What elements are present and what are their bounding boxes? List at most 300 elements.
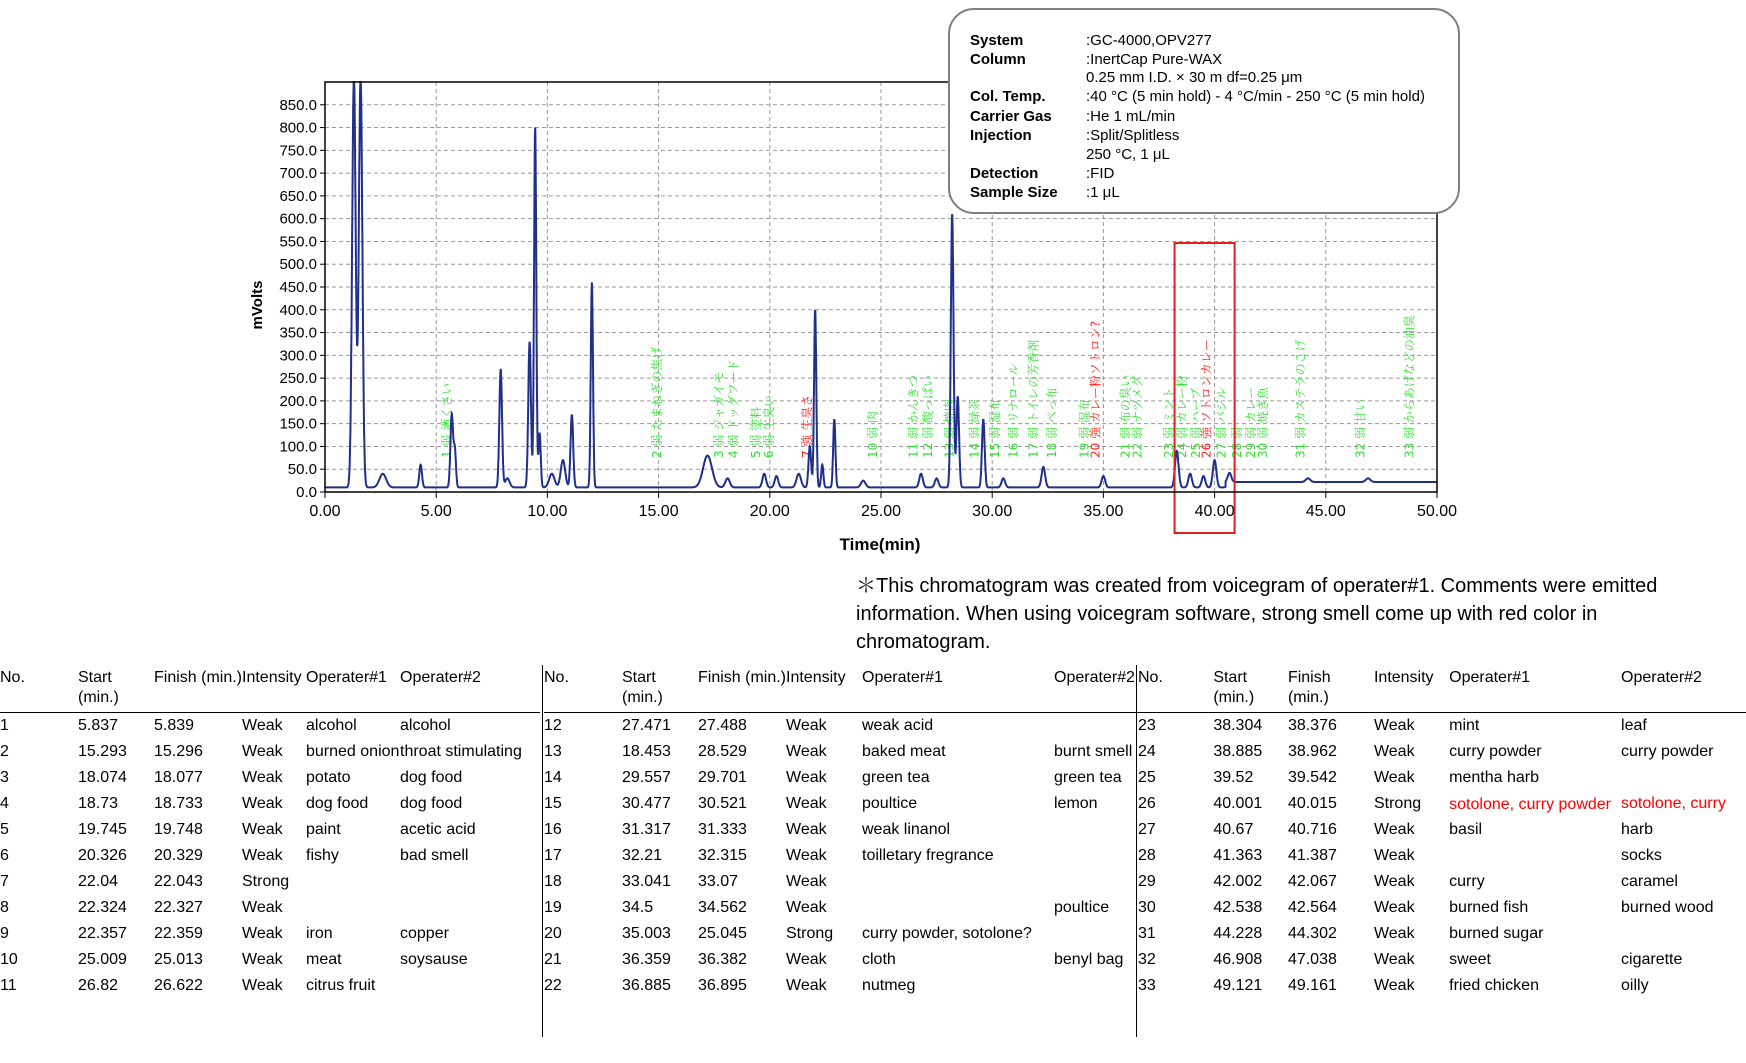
table-row	[0, 713, 540, 740]
table-cell: 8	[0, 899, 9, 916]
table-cell: mentha harb	[1449, 769, 1539, 786]
table-cell: poultice	[1054, 899, 1110, 916]
info-value: :GC-4000,OPV277	[1086, 32, 1212, 49]
table-cell: 18.077	[154, 769, 203, 786]
x-tick-label: 25.00	[860, 503, 902, 520]
table-cell: Weak	[242, 717, 283, 734]
table-cell: 21	[544, 951, 562, 968]
table-cell: 25	[1138, 769, 1156, 786]
peak-annotation: 31 弱 カステラのこげ	[1293, 339, 1308, 458]
table-cell: Weak	[242, 821, 283, 838]
table-row	[0, 869, 540, 895]
table-header: No.	[0, 668, 78, 713]
table-cell: 5	[0, 821, 9, 838]
table-cell: 23	[1138, 717, 1156, 734]
y-axis-label: mVolts	[249, 280, 266, 330]
table-cell: 39.542	[1287, 769, 1337, 786]
table-header: Intensity	[1374, 668, 1449, 713]
table-cell: 15.296	[154, 743, 203, 760]
table-cell: curry powder	[1621, 743, 1714, 760]
table-cell: 22.359	[154, 925, 203, 942]
table-cell: Weak	[242, 847, 283, 864]
table-cell: 7	[0, 873, 9, 890]
table-header: Start (min.)	[1213, 668, 1288, 713]
peak-annotation: 10 弱 肉	[866, 411, 881, 458]
table-row	[544, 739, 1148, 765]
table-cell: 49.121	[1213, 977, 1263, 994]
table-cell: 16	[544, 821, 562, 838]
table-cell: toilletary fregrance	[862, 847, 994, 864]
y-tick-label: 800.0	[279, 119, 317, 137]
table-cell: 42.067	[1287, 873, 1337, 890]
table-divider	[542, 665, 543, 1037]
y-tick-label: 700.0	[279, 165, 317, 183]
table-row	[0, 765, 540, 791]
table-row	[0, 791, 540, 817]
x-axis-ticks	[309, 492, 1457, 520]
table-cell: 15.293	[78, 743, 127, 760]
table-cell: 30.521	[698, 795, 747, 812]
table-divider	[1136, 665, 1137, 1037]
table-cell: 29	[1138, 873, 1156, 890]
table-cell: curry	[1449, 873, 1485, 890]
table-row	[544, 895, 1148, 921]
table-cell: 39.52	[1213, 769, 1254, 786]
table-cell: 26	[1138, 795, 1156, 812]
table-cell: Weak	[242, 769, 283, 786]
table-cell: 35.003	[622, 925, 671, 942]
table-cell: 46.908	[1213, 951, 1263, 968]
table-cell: 28	[1138, 847, 1156, 864]
table-cell: basil	[1449, 821, 1483, 838]
table-cell: 9	[0, 925, 9, 942]
info-value: :Split/Splitless	[1086, 127, 1180, 144]
table-cell: 26.82	[78, 977, 119, 994]
table-cell: curry powder	[1449, 743, 1542, 760]
table-cell: Weak	[786, 717, 827, 734]
table-cell: acetic acid	[400, 821, 476, 838]
peak-annotation: 21 弱 布の臭い	[1118, 375, 1133, 458]
table-cell: Weak	[1373, 925, 1415, 942]
y-tick-label: 400.0	[279, 301, 317, 319]
peak-annotation: 22 弱 ナツメグ	[1130, 375, 1145, 458]
table-cell: 14	[544, 769, 562, 786]
peak-annotation: 19 弱 湿布	[1077, 399, 1092, 458]
table-cell: 36.895	[698, 977, 747, 994]
peak-annotations	[440, 315, 1417, 458]
table-row	[1138, 713, 1746, 740]
table-cell: 18.453	[622, 743, 671, 760]
table-cell	[400, 973, 540, 999]
table-cell: 34.562	[698, 899, 747, 916]
x-tick-label: 0.00	[309, 503, 341, 520]
peak-annotation: 2 弱 たまねぎの焦げ	[650, 346, 665, 458]
table-cell: Weak	[1373, 743, 1415, 760]
y-tick-label: 450.0	[279, 279, 317, 296]
y-tick-label: 50.0	[287, 461, 317, 479]
info-value: :InertCap Pure-WAX	[1086, 51, 1223, 68]
table-cell: 31.333	[698, 821, 747, 838]
table-header: Operater#2	[400, 668, 540, 713]
y-tick-label: 500.0	[279, 256, 317, 274]
table-cell: meat	[306, 951, 342, 968]
peak-annotation: 26 強 ソトロンカレー	[1199, 339, 1214, 458]
table-header: Operater#1	[862, 668, 1054, 713]
y-tick-label: 850.0	[279, 96, 317, 114]
table-cell	[1054, 869, 1148, 895]
table-cell: iron	[306, 925, 333, 942]
table-cell: 20	[544, 925, 562, 942]
table-cell: Weak	[1373, 951, 1415, 968]
table-cell: 18.733	[154, 795, 203, 812]
table-row	[0, 739, 540, 765]
odor-table	[1138, 668, 1746, 999]
table-cell: 22.327	[154, 899, 203, 916]
table-cell: 19.748	[154, 821, 203, 838]
table-cell: 20.329	[154, 847, 203, 864]
table-row	[544, 947, 1148, 973]
table-cell: potato	[306, 769, 351, 786]
table-cell: sotolone, curry powder	[1449, 795, 1611, 813]
info-value: 0.25 mm I.D. × 30 m df=0.25 μm	[1086, 69, 1303, 86]
table-cell: 4	[0, 795, 9, 812]
y-tick-label: 650.0	[279, 187, 317, 205]
table-cell: 29.701	[698, 769, 747, 786]
table-cell: Weak	[786, 899, 827, 916]
peak-annotation: 17 弱 トイレの芳香剤	[1026, 339, 1041, 458]
instrument-conditions-box	[948, 8, 1460, 214]
table-cell	[1054, 973, 1148, 999]
table-header: Finish (min.)	[698, 668, 786, 713]
table-cell: 27.488	[698, 717, 747, 734]
table-cell: 36.359	[622, 951, 671, 968]
table-cell: Strong	[786, 925, 834, 942]
info-key: System	[970, 32, 1024, 49]
table-cell: 22.043	[154, 873, 203, 890]
info-value: :FID	[1086, 165, 1115, 182]
table-cell	[306, 895, 400, 921]
y-tick-label: 150.0	[279, 415, 317, 433]
table-cell: alcohol	[306, 717, 357, 734]
table-cell: 24	[1138, 743, 1156, 760]
peak-annotation: 14 弱 緑茶	[967, 399, 982, 458]
table-cell: cigarette	[1621, 951, 1683, 968]
table-cell: 11	[0, 977, 17, 994]
peak-annotation: 25 弱 ハーブ	[1188, 387, 1203, 458]
peak-annotation: 13 弱 焼肉	[942, 399, 957, 458]
table-cell: weak linanol	[862, 821, 951, 838]
table-header: Operater#1	[1449, 668, 1621, 713]
peak-annotation: 20 強 カレー粉ソトロン?	[1088, 320, 1103, 458]
y-tick-label: 250.0	[279, 370, 317, 388]
table-header: No.	[1138, 668, 1213, 713]
peak-annotation: 28 弱	[1229, 426, 1244, 458]
table-row	[1138, 895, 1746, 921]
table-row	[1138, 739, 1746, 765]
table-cell: 40.001	[1213, 795, 1263, 812]
y-tick-label: 350.0	[279, 324, 317, 342]
table-cell: nutmeg	[862, 977, 916, 994]
table-cell: burned sugar	[1449, 925, 1544, 942]
table-cell: 10	[0, 951, 18, 968]
peak-annotation: 27 弱 バジル	[1214, 387, 1229, 458]
peak-annotation: 12 弱 酸っぱい	[920, 375, 935, 458]
table-cell: Weak	[786, 795, 827, 812]
y-tick-label: 100.0	[279, 438, 317, 456]
table-cell	[306, 869, 400, 895]
table-cell: 1	[0, 717, 9, 734]
peak-annotation: 18 弱 ぺっ布	[1044, 387, 1059, 458]
y-tick-label: 200.0	[279, 392, 317, 410]
table-cell: 42.538	[1213, 899, 1263, 916]
table-cell: 40.716	[1287, 821, 1337, 838]
table-cell: fishy	[306, 847, 339, 864]
x-tick-label: 15.00	[638, 503, 679, 520]
table-cell: curry powder, sotolone?	[862, 925, 1032, 942]
table-row	[0, 973, 540, 999]
table-cell: 30	[1138, 899, 1156, 916]
y-tick-label: 550.0	[279, 233, 317, 251]
table-cell: 19	[544, 899, 562, 916]
chromatogram-note: ＊This chromatogram was created from voicegram of operater#1. Comments were emitted information. When using voicegram software, strong smell come up with red color in chromatogram.	[856, 575, 1658, 653]
table-cell: Weak	[242, 977, 283, 994]
table-row	[1138, 765, 1746, 791]
peak-annotation: 5 弱 塗料	[749, 406, 764, 458]
table-cell: 25.045	[698, 925, 747, 942]
table-row	[0, 843, 540, 869]
table-cell: 18.73	[78, 795, 119, 812]
table-cell: 6	[0, 847, 9, 864]
table-cell: 42.564	[1287, 899, 1337, 916]
table-cell: dog food	[400, 769, 463, 786]
table-cell	[1054, 843, 1148, 869]
table-row	[1138, 791, 1746, 817]
table-cell: 2	[0, 743, 9, 760]
info-value: 250 °C, 1 μL	[1086, 146, 1170, 163]
table-cell: 20.326	[78, 847, 127, 864]
table-cell: throat stimulating	[400, 743, 522, 760]
table-cell: 32.315	[698, 847, 747, 864]
table-cell: Weak	[242, 899, 283, 916]
info-key: Column	[970, 51, 1026, 68]
table-cell: Weak	[242, 743, 283, 760]
table-header: Operater#2	[1621, 668, 1746, 713]
table-cell: Weak	[786, 951, 827, 968]
x-tick-label: 20.00	[749, 503, 790, 520]
table-cell	[1621, 765, 1746, 791]
table-cell: 22.357	[78, 925, 127, 942]
table-cell: burned wood	[1621, 899, 1714, 916]
table-cell: baked meat	[862, 743, 946, 760]
table-row	[0, 947, 540, 973]
table-header: Operater#2	[1054, 668, 1148, 713]
peak-annotation: 11 弱 かんきつ	[906, 375, 921, 458]
table-cell: sotolone, curry	[1621, 795, 1726, 812]
table-cell: weak acid	[862, 717, 934, 734]
table-cell: 33.041	[622, 873, 671, 890]
table-header: Start (min.)	[622, 668, 698, 713]
table-cell: citrus fruit	[306, 977, 376, 994]
peak-annotation: 23 弱 ミント	[1161, 387, 1176, 458]
table-cell: 33.07	[698, 873, 739, 890]
peak-annotation: 6 弱 生臭い	[762, 394, 777, 458]
table-cell: 42.002	[1213, 873, 1263, 890]
odor-table	[0, 668, 540, 999]
table-cell: oilly	[1621, 977, 1649, 994]
info-key: Sample Size	[970, 184, 1058, 201]
table-cell: Weak	[1373, 769, 1415, 786]
table-cell: 30.477	[622, 795, 671, 812]
table-header: Intensity	[786, 668, 862, 713]
table-cell: harb	[1621, 821, 1654, 838]
x-tick-label: 35.00	[1083, 503, 1124, 520]
table-cell: copper	[400, 925, 449, 942]
table-cell: Weak	[786, 847, 827, 864]
table-cell: 22.324	[78, 899, 127, 916]
table-cell: 36.382	[698, 951, 747, 968]
table-cell: 27	[1138, 821, 1156, 838]
table-cell: 32.21	[622, 847, 663, 864]
table-cell: Weak	[1373, 717, 1415, 734]
info-key: Detection	[970, 165, 1039, 182]
table-cell: Weak	[1373, 873, 1415, 890]
x-tick-label: 45.00	[1305, 503, 1346, 520]
table-cell: leaf	[1621, 717, 1647, 734]
table-cell: mint	[1449, 717, 1480, 734]
table-cell: Strong	[1373, 795, 1422, 812]
table-cell: 32	[1138, 951, 1156, 968]
table-cell: 17	[544, 847, 562, 864]
table-cell: 13	[544, 743, 562, 760]
table-cell: 27.471	[622, 717, 671, 734]
y-tick-label: 600.0	[279, 210, 317, 228]
table-row	[0, 817, 540, 843]
table-cell: 31	[1138, 925, 1156, 942]
table-cell: 3	[0, 769, 9, 786]
table-row	[544, 869, 1148, 895]
table-cell: 41.387	[1287, 847, 1337, 864]
table-cell: 22	[544, 977, 562, 994]
table-row	[1138, 817, 1746, 843]
table-cell: Weak	[242, 795, 283, 812]
table-cell: 49.161	[1287, 977, 1337, 994]
table-cell: Weak	[1373, 899, 1415, 916]
x-tick-label: 50.00	[1416, 503, 1458, 520]
table-cell: 19.745	[78, 821, 127, 838]
table-cell: 28.529	[698, 743, 747, 760]
table-cell: 22.04	[78, 873, 119, 890]
peak-annotation: 30 弱 焼き魚	[1256, 387, 1271, 458]
peak-annotation: 29 弱 カレー	[1244, 387, 1259, 458]
table-cell: 44.302	[1287, 925, 1337, 942]
y-tick-label: 300.0	[279, 347, 317, 365]
table-cell: Weak	[786, 769, 827, 786]
table-cell: 29.557	[622, 769, 671, 786]
peak-annotation: 32 弱 甘い	[1353, 399, 1368, 458]
table-cell: paint	[306, 821, 341, 838]
table-row	[1138, 843, 1746, 869]
table-cell	[1054, 921, 1148, 947]
table-cell	[1054, 713, 1148, 740]
table-cell: 12	[544, 717, 562, 734]
table-cell: 5.839	[154, 717, 195, 734]
table-cell: burned fish	[1449, 899, 1529, 916]
peak-annotation: 16 弱 リナロール	[1006, 363, 1021, 458]
table-cell: 34.5	[622, 899, 654, 916]
table-cell	[1449, 843, 1621, 869]
table-cell: Weak	[786, 821, 827, 838]
table-cell: 15	[544, 795, 562, 812]
table-cell: poultice	[862, 795, 918, 812]
table-cell: 26.622	[154, 977, 203, 994]
table-header: No.	[544, 668, 622, 713]
table-cell: Weak	[786, 873, 827, 890]
y-tick-label: 750.0	[279, 142, 317, 160]
table-row	[544, 765, 1148, 791]
table-cell: 47.038	[1287, 951, 1337, 968]
info-value: :40 °C (5 min hold) - 4 °C/min - 250 °C (5 min hold)	[1086, 88, 1425, 105]
table-row	[544, 817, 1148, 843]
table-row	[0, 895, 540, 921]
table-row	[544, 843, 1148, 869]
peak-annotation: 4 弱 ドッグフード	[726, 359, 741, 458]
peak-annotation: 24 弱 カレー粉	[1174, 375, 1189, 458]
table-cell: burnt smell	[1054, 743, 1133, 760]
table-row	[544, 973, 1148, 999]
table-cell: Weak	[786, 743, 827, 760]
table-cell: green tea	[1054, 769, 1122, 786]
odor-table	[544, 668, 1148, 999]
table-cell: 5.837	[78, 717, 119, 734]
table-row	[0, 921, 540, 947]
x-axis-label: Time(min)	[839, 535, 921, 554]
table-row	[1138, 921, 1746, 947]
table-cell: Weak	[242, 951, 283, 968]
table-header: Operater#1	[306, 668, 400, 713]
table-cell	[1621, 921, 1746, 947]
table-cell: 36.885	[622, 977, 671, 994]
table-row	[1138, 973, 1746, 999]
info-key: Injection	[970, 127, 1032, 144]
table-cell	[400, 869, 540, 895]
table-header: Finish (min.)	[1288, 668, 1374, 713]
peak-annotation: 7 強 生臭さ	[800, 394, 815, 458]
table-cell: 38.376	[1287, 717, 1337, 734]
table-header: Start (min.)	[78, 668, 154, 713]
table-cell: burned onion	[306, 743, 400, 760]
table-cell	[862, 869, 1054, 895]
x-tick-label: 30.00	[972, 503, 1013, 520]
table-cell: 18.074	[78, 769, 127, 786]
table-cell: Strong	[242, 873, 290, 890]
peak-annotation: 1 弱 酒くさい	[439, 382, 454, 458]
info-key: Carrier Gas	[970, 108, 1052, 125]
table-cell: 25.009	[78, 951, 127, 968]
table-cell	[1054, 817, 1148, 843]
table-cell: 25.013	[154, 951, 203, 968]
table-header: Intensity	[242, 668, 306, 713]
table-cell: 38.885	[1213, 743, 1263, 760]
info-key: Col. Temp.	[970, 88, 1046, 105]
table-cell: dog food	[400, 795, 463, 812]
table-cell: 38.962	[1287, 743, 1337, 760]
table-header: Finish (min.)	[154, 668, 242, 713]
peak-annotation: 15 弱 湿布	[987, 399, 1002, 458]
table-cell: dog food	[306, 795, 369, 812]
table-row	[544, 713, 1148, 740]
table-cell: 38.304	[1213, 717, 1263, 734]
table-row	[1138, 947, 1746, 973]
